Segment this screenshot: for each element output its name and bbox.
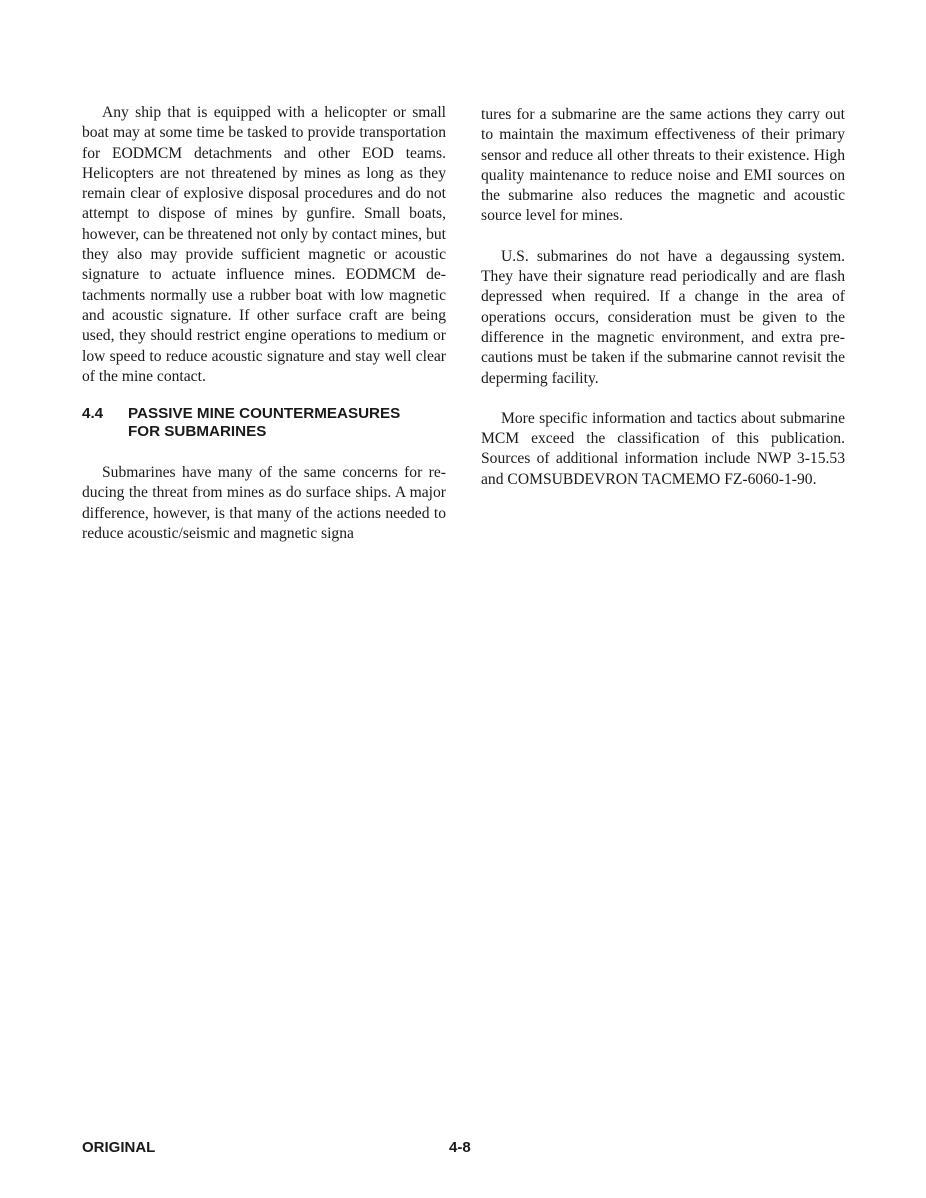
right-paragraph-1: tures for a submarine are the same actions they carry out to maintain the maximum effectiveness of their primary sensor and reduce all other threats to their existence. High quality maintenance to reduce noise and EMI sources on the submarine also reduces the magnetic and acoustic source level for mines. [481,106,845,225]
footer-edition: ORIGINAL [82,1139,156,1156]
section-title [128,405,446,441]
left-paragraph-1: Any ship that is equipped with a helicopter or small boat may at some time be tasked to provide transportation for EODMCM detachments and other EOD teams. Helicopters are not threatened by mines as long as they remain clear of explosive disposal procedures and do not attempt to dispose of mines by gunfire. Small boats, however, can be threatened not only by contact mines, but they also may provide sufficient magnetic or acoustic signature to actuate influence mines. EODMCM detachments normally use a rubber boat with low magnetic and acoustic signature. If other surface craft are being used, they should restrict engine operations to medium or low speed to reduce acoustic signature and stay well clear of the mine contact. [82,104,446,385]
left-column [82,103,446,544]
section-heading [82,405,446,441]
left-paragraph-2: Submarines have many of the same concerns for reducing the threat from mines as do surface ships. A major difference, however, is that many of the actions needed to reduce acoustic/seismic and magnetic signa [82,464,446,543]
section-number: 4.4 [82,405,104,423]
right-paragraph-2: U.S. submarines do not have a degaussing system. They have their signature read periodically and are flash depressed when required. If a change in the area of operations occurs, consideration must be given to the difference in the magnetic environment, and extra precautions must be taken if the submarine cannot revisit the deperming facility. [481,247,845,387]
right-column [481,105,845,490]
section-title-line-1: PASSIVE MINE COUNTERMEASURES [128,405,401,423]
right-paragraph-3: More specific information and tactics about submarine MCM exceed the classification of this publication. Sources of additional information include NWP 3-15.53 and COMSUBDEVRON TACMEMO FZ-6060-1-90. [481,409,845,488]
footer-page-number: 4-8 [449,1139,471,1156]
section-title-line-2: FOR SUBMARINES [128,423,267,441]
